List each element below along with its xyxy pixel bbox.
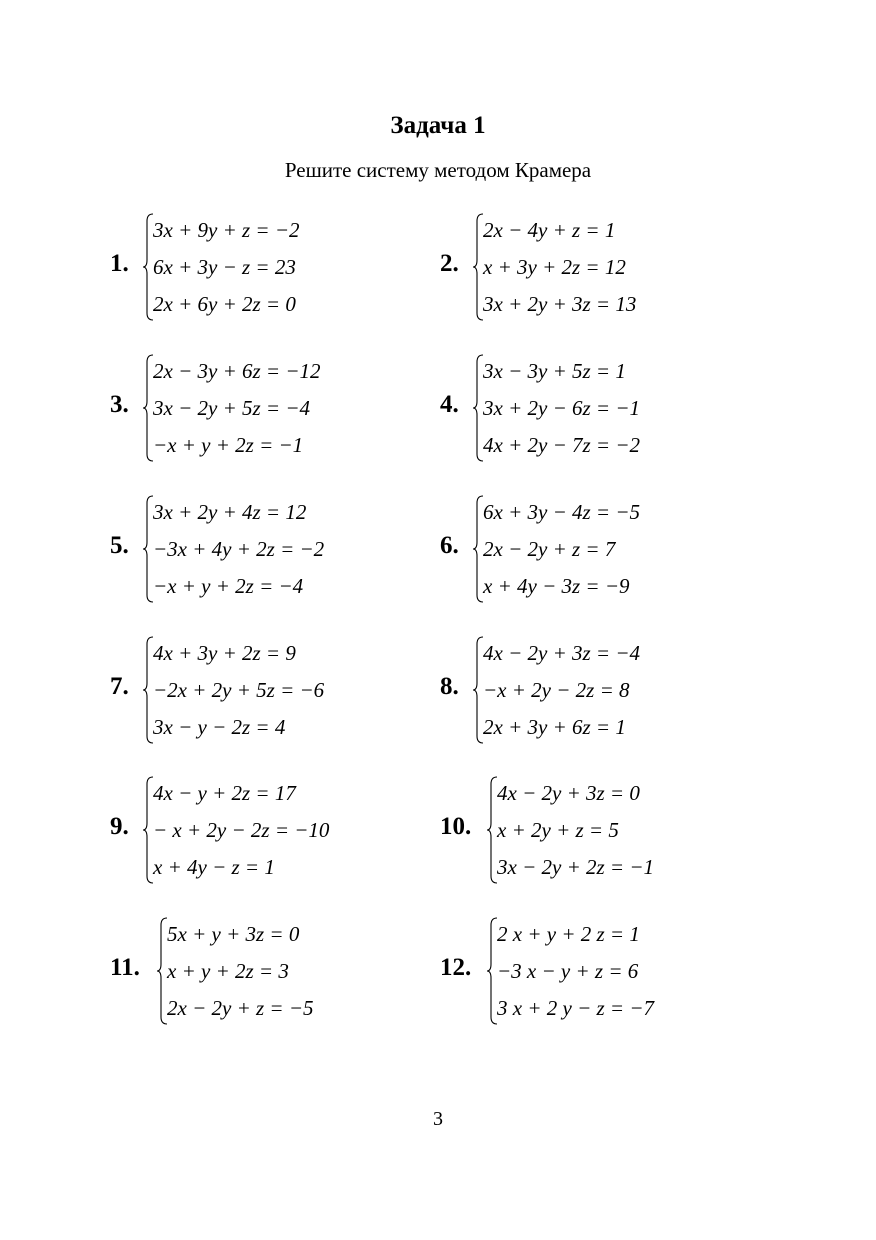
equation-line: −x + y + 2z = −1 <box>153 433 304 457</box>
equation-line: x + 4y − 3z = −9 <box>483 574 630 598</box>
equation-line: x + 3y + 2z = 12 <box>483 255 626 279</box>
equation-system <box>440 494 770 606</box>
equation-line: 4x − 2y + 3z = 0 <box>497 781 640 805</box>
equation-line: 3x − 3y + 5z = 1 <box>483 359 626 383</box>
equations <box>167 916 314 1027</box>
equation-line: −3 x − y + z = 6 <box>497 959 639 983</box>
problem-number: 5. <box>110 532 129 559</box>
problem-number: 12. <box>440 954 472 981</box>
equation-line: 4x − 2y + 3z = −4 <box>483 641 640 665</box>
equations <box>483 212 636 323</box>
equation-system <box>110 212 440 324</box>
equation-line: 6x + 3y − z = 23 <box>153 255 296 279</box>
equation-line: 3x − 2y + 5z = −4 <box>153 396 310 420</box>
equation-line: x + y + 2z = 3 <box>167 959 289 983</box>
equation-line: 4x + 2y − 7z = −2 <box>483 433 640 457</box>
equation-line: 4x + 3y + 2z = 9 <box>153 641 296 665</box>
page-title: Задача 1 <box>390 112 486 139</box>
problem-number: 8. <box>440 673 459 700</box>
equation-line: 2x + 6y + 2z = 0 <box>153 292 296 316</box>
problem-number: 6. <box>440 532 459 559</box>
equations <box>483 353 640 464</box>
problem-number: 11. <box>110 954 140 981</box>
problem-number: 3. <box>110 391 129 418</box>
equation-line: 3x + 2y + 4z = 12 <box>153 500 307 524</box>
equations <box>483 494 640 605</box>
equation-line: 5x + y + 3z = 0 <box>167 922 300 946</box>
problem-number: 7. <box>110 673 129 700</box>
equation-line: 2x − 4y + z = 1 <box>483 218 616 242</box>
equation-system <box>440 775 770 887</box>
equation-line: 3x + 2y − 6z = −1 <box>483 396 640 420</box>
equation-system <box>110 775 440 887</box>
equation-system <box>440 353 770 465</box>
equation-line: −x + y + 2z = −4 <box>153 574 304 598</box>
equations <box>497 916 654 1027</box>
equation-line: 2x − 2y + z = 7 <box>483 537 616 561</box>
equation-line: 4x − y + 2z = 17 <box>153 781 296 805</box>
equations <box>153 775 329 886</box>
equations <box>153 494 324 605</box>
equation-line: −x + 2y − 2z = 8 <box>483 678 630 702</box>
equation-line: 2 x + y + 2 z = 1 <box>497 922 640 946</box>
equation-line: 3x + 2y + 3z = 13 <box>483 292 637 316</box>
equation-system <box>440 916 770 1028</box>
equation-system <box>110 916 440 1028</box>
equation-line: 2x − 2y + z = −5 <box>167 996 314 1020</box>
equation-line: −2x + 2y + 5z = −6 <box>153 678 325 702</box>
equations <box>153 212 300 323</box>
equation-line: 3x − y − 2z = 4 <box>153 715 286 739</box>
equation-line: −3x + 4y + 2z = −2 <box>153 537 325 561</box>
page-number: 3 <box>433 1108 443 1130</box>
equations <box>497 775 654 886</box>
problem-number: 10. <box>440 813 472 840</box>
equation-system <box>110 353 440 465</box>
equation-system <box>110 494 440 606</box>
equation-system <box>440 635 770 747</box>
equation-line: − x + 2y − 2z = −10 <box>153 818 330 842</box>
equations <box>153 353 321 464</box>
equation-system <box>110 635 440 747</box>
equation-line: x + 4y − z = 1 <box>153 855 275 879</box>
task-instruction: Решите систему методом Крамера <box>284 158 592 182</box>
equation-line: 3x − 2y + 2z = −1 <box>497 855 654 879</box>
equation-line: 3 x + 2 y − z = −7 <box>497 996 654 1020</box>
equation-line: 6x + 3y − 4z = −5 <box>483 500 640 524</box>
problem-number: 9. <box>110 813 129 840</box>
equations <box>483 635 640 746</box>
problem-number: 1. <box>110 250 129 277</box>
problem-number: 2. <box>440 250 459 277</box>
equation-line: 2x − 3y + 6z = −12 <box>153 359 321 383</box>
equation-line: 3x + 9y + z = −2 <box>153 218 300 242</box>
equations <box>153 635 324 746</box>
problem-number: 4. <box>440 391 459 418</box>
equation-line: x + 2y + z = 5 <box>497 818 619 842</box>
equation-system <box>440 212 770 324</box>
equation-line: 2x + 3y + 6z = 1 <box>483 715 626 739</box>
